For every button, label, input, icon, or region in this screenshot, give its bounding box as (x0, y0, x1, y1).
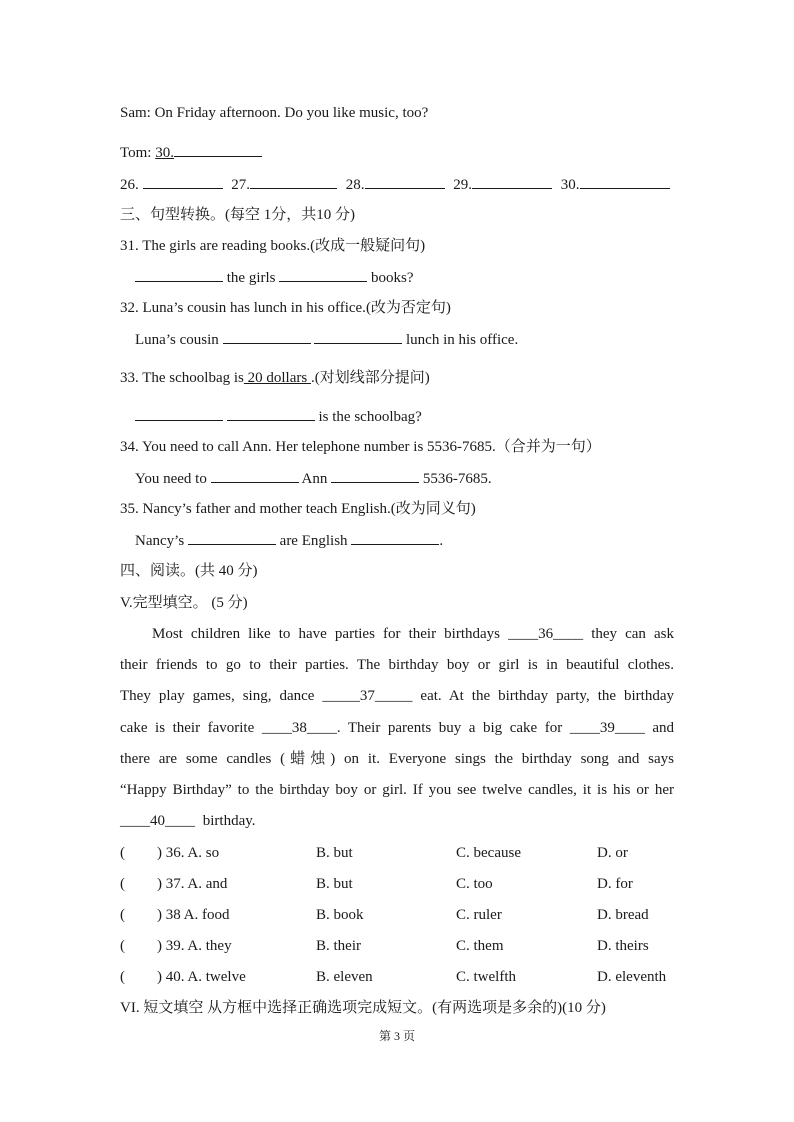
option-38-paren[interactable]: ( (120, 907, 125, 923)
passage-line-3-b: eat. At the birthday party, the birthday (420, 688, 675, 704)
option-38-c[interactable]: C. ruler (456, 907, 502, 923)
option-36-c[interactable]: C. because (456, 845, 521, 861)
answer-blank-29[interactable] (472, 175, 552, 189)
option-40-b[interactable]: B. eleven (316, 969, 373, 985)
section4-heading: 四、阅读。(共 40 分) (120, 563, 258, 579)
option-38-d[interactable]: D. bread (597, 907, 649, 923)
answer-line-32 (135, 330, 518, 349)
answer-33-part-1: is the schoolbag? (318, 409, 422, 425)
option-38-b[interactable]: B. book (316, 907, 364, 923)
option-40-a[interactable]: ) 40. A. twelve (157, 969, 246, 985)
answer-label-30: 30. (560, 177, 580, 193)
question-33-note: .(对划线部分提问) (310, 370, 430, 386)
answer-32-part-2: lunch in his office. (406, 332, 519, 348)
question-35 (120, 500, 476, 518)
option-37-c[interactable]: C. too (456, 876, 493, 892)
answer-33-blank-1[interactable] (135, 407, 223, 421)
answer-line-34 (135, 469, 492, 488)
passage-line-4 (120, 719, 674, 737)
answer-33-blank-2[interactable] (227, 407, 315, 421)
answer-35-blank-2[interactable] (351, 531, 439, 545)
passage-line-1-b: they can ask (591, 626, 675, 642)
answer-32-blank-1[interactable] (223, 330, 311, 344)
answer-35-blank-1[interactable] (188, 531, 276, 545)
option-36-paren[interactable]: ( (120, 845, 125, 861)
answer-blank-27[interactable] (250, 175, 337, 189)
question-31-note: (改成一般疑问句) (310, 238, 426, 254)
answer-31-part-1: the girls (226, 270, 276, 286)
option-38-a[interactable]: ) 38 A. food (157, 907, 230, 923)
part5-heading: V.完型填空。 (5 分) (120, 595, 248, 611)
answer-35-part-1: Nancy’s (135, 533, 185, 549)
passage-line-1-a: Most children like to have parties for their birthdays (152, 626, 500, 642)
passage-line-5 (120, 750, 674, 768)
blank-37[interactable]: _____37_____ (322, 688, 413, 704)
passage-line-6-a: “Happy Birthday” to the birthday boy or girl. If you see twelve candles, it is his or her (120, 782, 674, 798)
question-33-underlined: 20 dollars (243, 370, 311, 386)
option-37-d[interactable]: D. for (597, 876, 633, 892)
option-40-c[interactable]: C. twelfth (456, 969, 516, 985)
option-37-paren[interactable]: ( (120, 876, 125, 892)
answer-35-part-3: . (439, 533, 444, 549)
part6-heading: VI. 短文填空 从方框中选择正确选项完成短文。(有两选项是多余的)(10 分) (120, 1000, 606, 1016)
answer-34-part-2: Ann (301, 471, 328, 487)
blank-39[interactable]: ____39____ (569, 720, 645, 736)
option-39-paren[interactable]: ( (120, 938, 125, 954)
question-34-note: （合并为一句） (495, 439, 601, 455)
passage-line-3 (120, 687, 674, 705)
dialogue-sam-line: Sam: On Friday afternoon. Do you like music, too? (120, 105, 429, 121)
passage-line-5-a: there are some candles (蜡烛) on it. Everyone sings the birthday song and says (120, 751, 674, 767)
option-36-b[interactable]: B. but (316, 845, 353, 861)
question-32-note: (改为否定句) (365, 300, 451, 316)
answer-line-35 (135, 531, 443, 550)
question-35-text: 35. Nancy’s father and mother teach English. (120, 501, 391, 517)
section3-heading: 三、句型转换。(每空 1分，共10 分) (120, 207, 355, 223)
tom-label: Tom: (120, 145, 152, 161)
question-32-text: 32. Luna’s cousin has lunch in his office. (120, 300, 366, 316)
blank-40[interactable]: ____40____ (120, 813, 195, 829)
question-34-text: 34. You need to call Ann. Her telephone number is 5536-7685. (120, 439, 496, 455)
answer-blank-28[interactable] (365, 175, 445, 189)
answer-line-31 (135, 268, 414, 287)
passage-line-7 (120, 812, 256, 830)
tom-answer-number: 30. (155, 145, 174, 161)
passage-line-3-a: They play games, sing, dance (120, 688, 315, 704)
passage-line-1 (152, 625, 674, 643)
tom-answer-blank[interactable] (174, 143, 262, 157)
passage-line-2 (120, 656, 674, 674)
option-37-a[interactable]: ) 37. A. and (157, 876, 228, 892)
option-39-b[interactable]: B. their (316, 938, 361, 954)
answer-32-part-1: Luna’s cousin (135, 332, 219, 348)
answer-35-part-2: are English (279, 533, 348, 549)
passage-line-4-a: cake is their favorite (120, 720, 255, 736)
answer-line-33 (135, 407, 422, 426)
answer-label-29: 29. (453, 177, 472, 193)
passage-line-6 (120, 781, 674, 799)
answer-32-blank-2[interactable] (314, 330, 402, 344)
passage-line-4-c: and (652, 720, 675, 736)
dialogue-tom-line (120, 143, 262, 162)
option-39-a[interactable]: ) 39. A. they (157, 938, 232, 954)
answer-row (120, 175, 670, 194)
answer-34-part-1: You need to (135, 471, 207, 487)
option-36-a[interactable]: ) 36. A. so (157, 845, 220, 861)
option-39-d[interactable]: D. theirs (597, 938, 649, 954)
answer-label-26: 26. (120, 177, 139, 193)
question-31 (120, 237, 425, 255)
answer-31-blank-1[interactable] (135, 268, 223, 282)
passage-line-2-a: their friends to go to their parties. The birthday boy or girl is in beautiful clothes. (120, 657, 674, 673)
question-35-note: (改为同义句) (390, 501, 476, 517)
passage-line-7-b: birthday. (202, 813, 256, 829)
answer-blank-30[interactable] (580, 175, 670, 189)
blank-38[interactable]: ____38____ (261, 720, 337, 736)
answer-31-blank-2[interactable] (279, 268, 367, 282)
question-33-text: 33. The schoolbag is (120, 370, 244, 386)
option-39-c[interactable]: C. them (456, 938, 504, 954)
blank-36[interactable]: ____36____ (508, 626, 584, 642)
answer-blank-26[interactable] (143, 175, 223, 189)
answer-34-blank-1[interactable] (211, 469, 299, 483)
option-37-b[interactable]: B. but (316, 876, 353, 892)
answer-label-28: 28. (345, 177, 365, 193)
page-footer: 第 3 页 (378, 1029, 415, 1043)
answer-34-part-3: 5536-7685. (422, 471, 492, 487)
passage-line-4-b: . Their parents buy a big cake for (336, 720, 563, 736)
question-32 (120, 299, 451, 317)
answer-31-part-2: books? (371, 270, 414, 286)
answer-34-blank-2[interactable] (331, 469, 419, 483)
option-40-paren[interactable]: ( (120, 969, 125, 985)
option-36-d[interactable]: D. or (597, 845, 628, 861)
question-34 (120, 438, 601, 456)
option-40-d[interactable]: D. eleventh (597, 969, 667, 985)
answer-label-27: 27. (231, 177, 250, 193)
question-31-text: 31. The girls are reading books. (120, 238, 311, 254)
question-33 (120, 369, 430, 387)
